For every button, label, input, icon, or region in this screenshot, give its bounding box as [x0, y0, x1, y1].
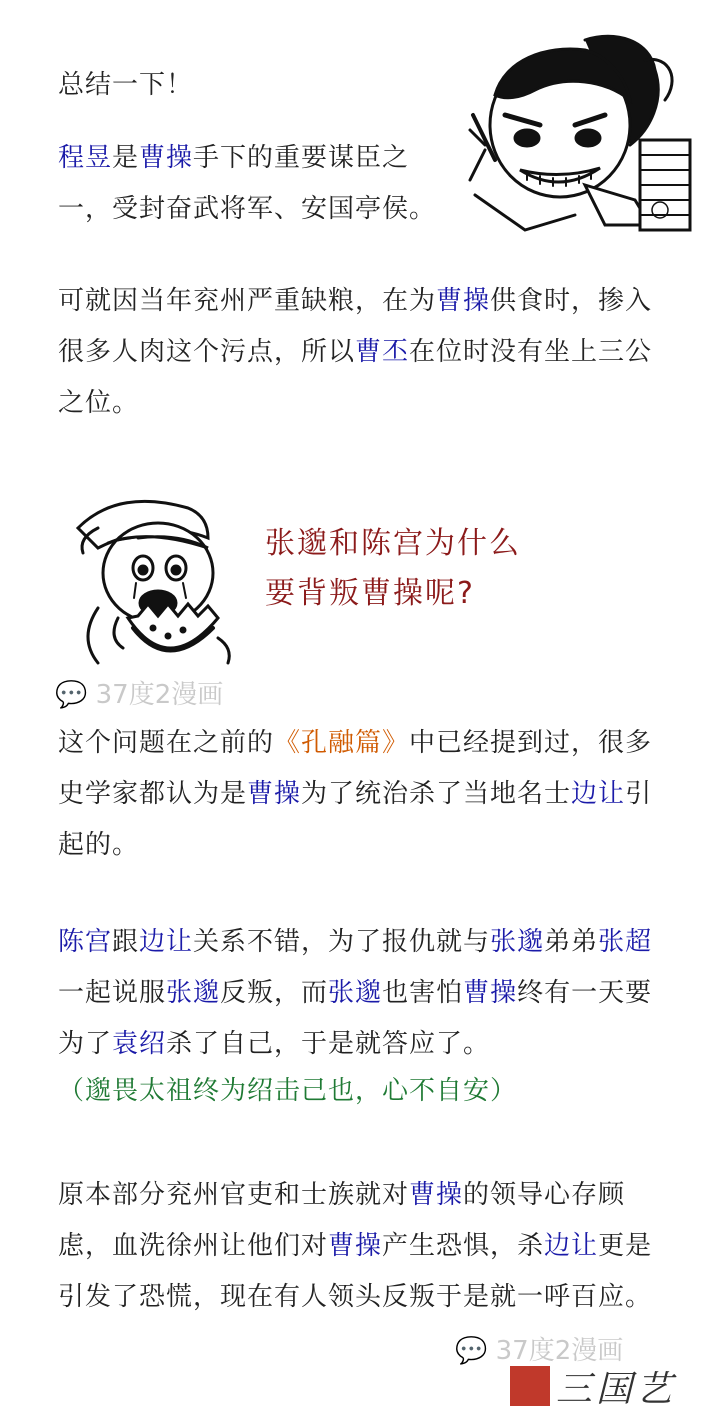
person-name: 张邈: [166, 978, 221, 1008]
paragraph-chengong: [58, 917, 668, 1070]
text-segment: 一起说服: [58, 978, 167, 1008]
person-name: 曹操: [247, 779, 302, 809]
person-name: 张超: [598, 927, 653, 957]
text-segment: 的领导心存顾虑，血洗徐州让他们对: [58, 1180, 626, 1261]
paragraph-yanzhou: [58, 1170, 668, 1323]
person-name: 张邈: [490, 927, 545, 957]
text-segment: 跟: [112, 927, 140, 957]
person-name: 张邈: [328, 978, 383, 1008]
text-segment: 这个问题在之前的: [58, 728, 275, 758]
text-segment: 在位时没有坐上三公之位。: [58, 337, 653, 418]
logo-chars: 三国艺: [556, 1368, 677, 1410]
person-name: 曹操: [436, 286, 491, 316]
classical-quote: （邈畏太祖终为绍击己也，心不自安）: [58, 1076, 518, 1106]
watermark-mid-text: 37度2漫画: [95, 680, 224, 710]
person-name: 曹操: [139, 143, 194, 173]
person-name: 边让: [571, 779, 626, 809]
person-name: 曹操: [409, 1180, 464, 1210]
watermark-bottom-text: 37度2漫画: [495, 1336, 624, 1366]
text-segment: 供食时，掺入很多人肉这个污点，所以: [58, 286, 653, 367]
watermark-mid: [55, 674, 223, 711]
person-name: 曹操: [463, 978, 518, 1008]
text-segment: 引起的。: [58, 779, 653, 860]
text-segment: 也害怕: [382, 978, 464, 1008]
text-segment: 产生恐惧，杀: [382, 1231, 545, 1261]
sanguo-logo: [510, 1362, 676, 1410]
summary-title: 总结一下！: [58, 70, 194, 100]
wechat-icon: 💬: [455, 1336, 488, 1366]
person-name: 边让: [139, 927, 194, 957]
reading-girl-illustration: [465, 20, 695, 235]
question-heading: [265, 519, 521, 619]
logo-seal-icon: [510, 1366, 550, 1406]
book-title: 《孔融篇》: [274, 728, 410, 758]
text-segment: 终有一天要为了: [58, 978, 653, 1059]
text-segment: 是: [112, 143, 140, 173]
crying-boy-watermelon-illustration: [58, 488, 248, 678]
person-name: 边让: [544, 1231, 599, 1261]
text-segment: 可就因当年兖州严重缺粮，在为: [58, 286, 437, 316]
question-line-1: 张邈和陈宫为什么: [265, 526, 521, 561]
person-name: 陈宫: [58, 927, 113, 957]
text-segment: 原本部分兖州官吏和士族就对: [58, 1180, 410, 1210]
wechat-icon: 💬: [55, 680, 88, 710]
person-name: 程昱: [58, 143, 113, 173]
paragraph-chengyu: [58, 133, 448, 235]
text-segment: 关系不错，为了报仇就与: [193, 927, 491, 957]
text-segment: 中已经提到过，很多史学家都认为是: [58, 728, 653, 809]
person-name: 袁绍: [112, 1029, 167, 1059]
paragraph-chengyu-food: [58, 276, 668, 429]
text-segment: 反叛，而: [220, 978, 329, 1008]
paragraph-kongrong: [58, 718, 668, 871]
text-segment: 为了统治杀了当地名士: [301, 779, 572, 809]
question-line-2: 要背叛曹操呢?: [265, 576, 475, 611]
text-segment: 手下的重要谋臣之一，受封奋武将军、安国亭侯。: [58, 143, 437, 224]
text-segment: 更是引发了恐慌，现在有人领头反叛于是就一呼百应。: [58, 1231, 653, 1312]
person-name: 曹丕: [355, 337, 410, 367]
text-segment: 弟弟: [544, 927, 599, 957]
text-segment: 杀了自己，于是就答应了。: [166, 1029, 491, 1059]
person-name: 曹操: [328, 1231, 383, 1261]
